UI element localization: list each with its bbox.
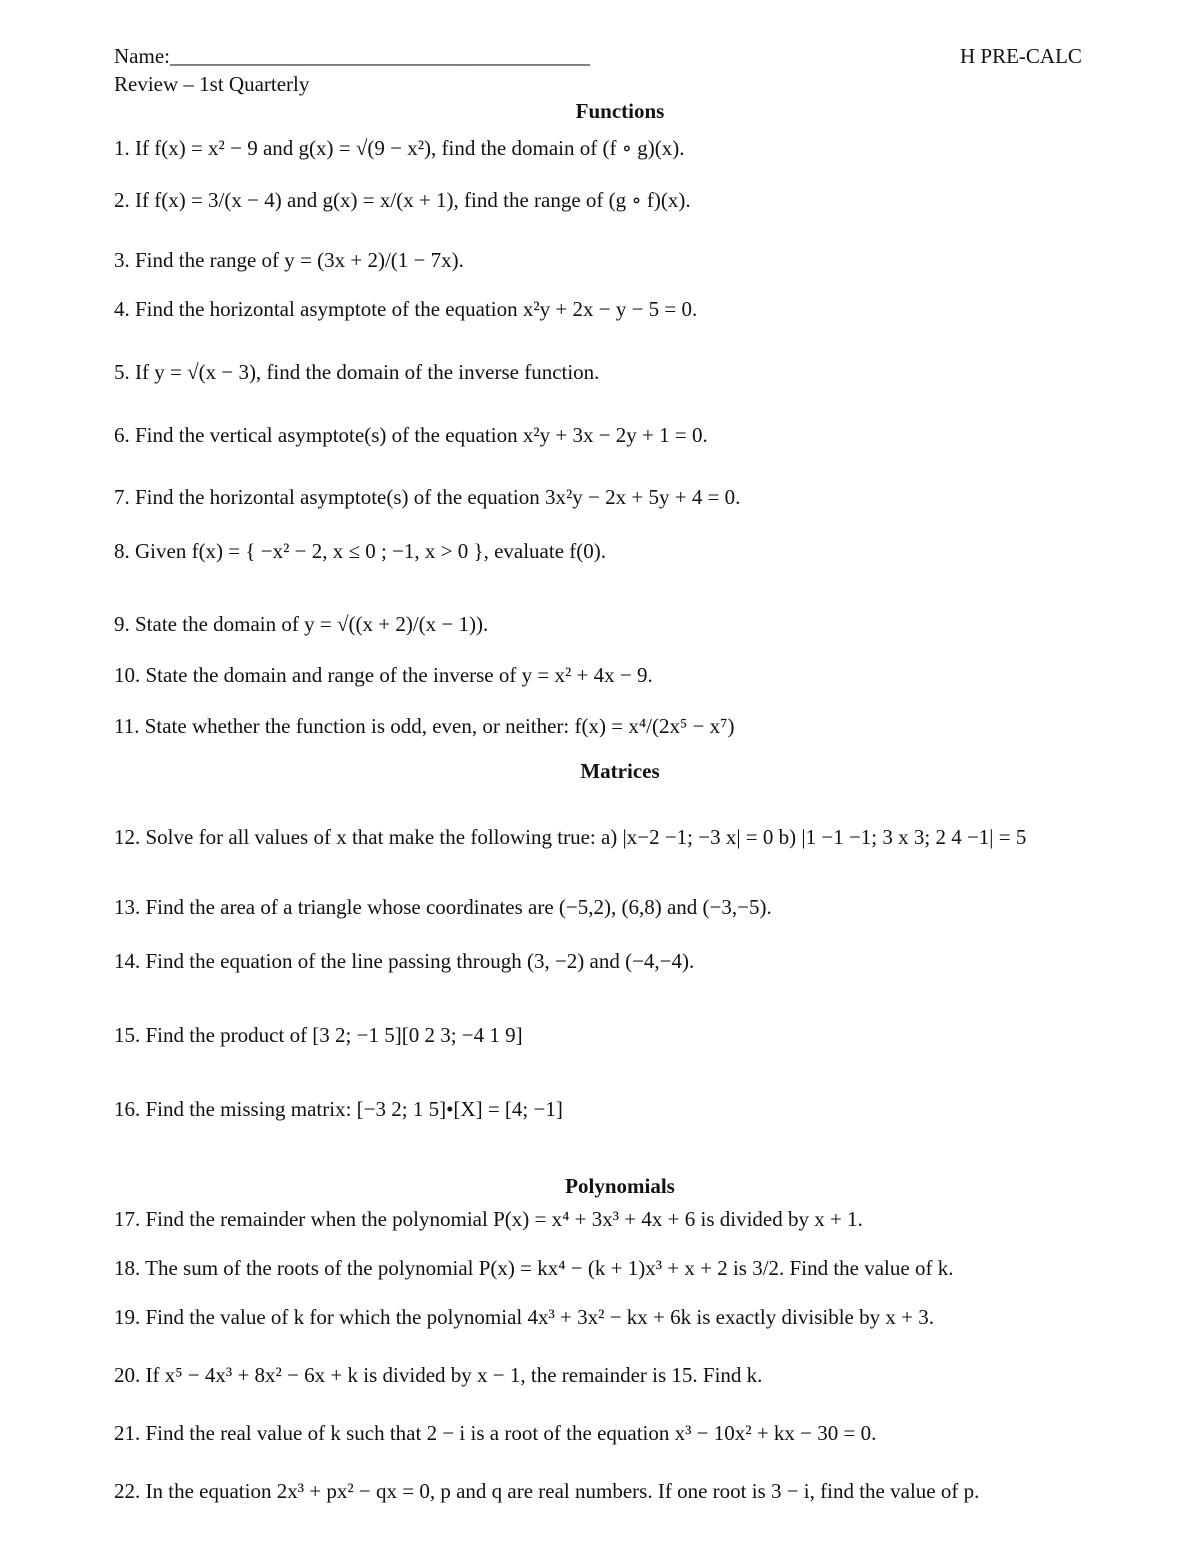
problem-9: 9. State the domain of y = √((x + 2)/(x − 1)). bbox=[114, 612, 489, 636]
review-title: Review – 1st Quarterly bbox=[114, 72, 310, 96]
problem-3: 3. Find the range of y = (3x + 2)/(1 − 7x). bbox=[114, 248, 464, 272]
problem-22: 22. In the equation 2x³ + px² − qx = 0, p and q are real numbers. If one root is 3 − i, find the value of p. bbox=[114, 1479, 980, 1503]
problem-8: 8. Given f(x) = { −x² − 2, x ≤ 0 ; −1, x > 0 }, evaluate f(0). bbox=[114, 539, 607, 563]
problem-16: 16. Find the missing matrix: [−3 2; 1 5]•[X] = [4; −1] bbox=[114, 1097, 563, 1121]
problem-18: 18. The sum of the roots of the polynomial P(x) = kx⁴ − (k + 1)x³ + x + 2 is 3/2. Find the value of k. bbox=[114, 1256, 954, 1280]
section-polynomials-heading: Polynomials bbox=[565, 1174, 675, 1198]
problem-13: 13. Find the area of a triangle whose coordinates are (−5,2), (6,8) and (−3,−5). bbox=[114, 895, 772, 919]
problem-5: 5. If y = √(x − 3), find the domain of the inverse function. bbox=[114, 360, 600, 384]
problem-15: 15. Find the product of [3 2; −1 5][0 2 3; −4 1 9] bbox=[114, 1023, 523, 1047]
problem-6: 6. Find the vertical asymptote(s) of the equation x²y + 3x − 2y + 1 = 0. bbox=[114, 423, 708, 447]
section-functions-heading: Functions bbox=[575, 99, 665, 123]
problem-12: 12. Solve for all values of x that make the following true: a) |x−2 −1; −3 x| = 0 b) |1 −1 −1; 3 x 3; 2 4 −1| = 5 bbox=[114, 825, 1027, 849]
problem-21: 21. Find the real value of k such that 2 − i is a root of the equation x³ − 10x² + kx − 30 = 0. bbox=[114, 1421, 877, 1445]
problem-20: 20. If x⁵ − 4x³ + 8x² − 6x + k is divided by x − 1, the remainder is 15. Find k. bbox=[114, 1363, 763, 1387]
problem-14: 14. Find the equation of the line passing through (3, −2) and (−4,−4). bbox=[114, 949, 695, 973]
problem-4: 4. Find the horizontal asymptote of the equation x²y + 2x − y − 5 = 0. bbox=[114, 297, 698, 321]
problem-1: 1. If f(x) = x² − 9 and g(x) = √(9 − x²), find the domain of (f ∘ g)(x). bbox=[114, 136, 685, 160]
problem-11: 11. State whether the function is odd, even, or neither: f(x) = x⁴/(2x⁵ − x⁷) bbox=[114, 714, 735, 738]
problem-19: 19. Find the value of k for which the polynomial 4x³ + 3x² − kx + 6k is exactly divisible by x + 3. bbox=[114, 1305, 934, 1329]
problem-17: 17. Find the remainder when the polynomial P(x) = x⁴ + 3x³ + 4x + 6 is divided by x + 1. bbox=[114, 1207, 863, 1231]
problem-10: 10. State the domain and range of the inverse of y = x² + 4x − 9. bbox=[114, 663, 653, 687]
section-matrices-heading: Matrices bbox=[580, 759, 660, 783]
name-field-label: Name:________________________________________ bbox=[114, 44, 590, 68]
problem-7: 7. Find the horizontal asymptote(s) of the equation 3x²y − 2x + 5y + 4 = 0. bbox=[114, 485, 741, 509]
problem-2: 2. If f(x) = 3/(x − 4) and g(x) = x/(x + 1), find the range of (g ∘ f)(x). bbox=[114, 188, 691, 212]
course-label: H PRE-CALC bbox=[960, 44, 1082, 68]
